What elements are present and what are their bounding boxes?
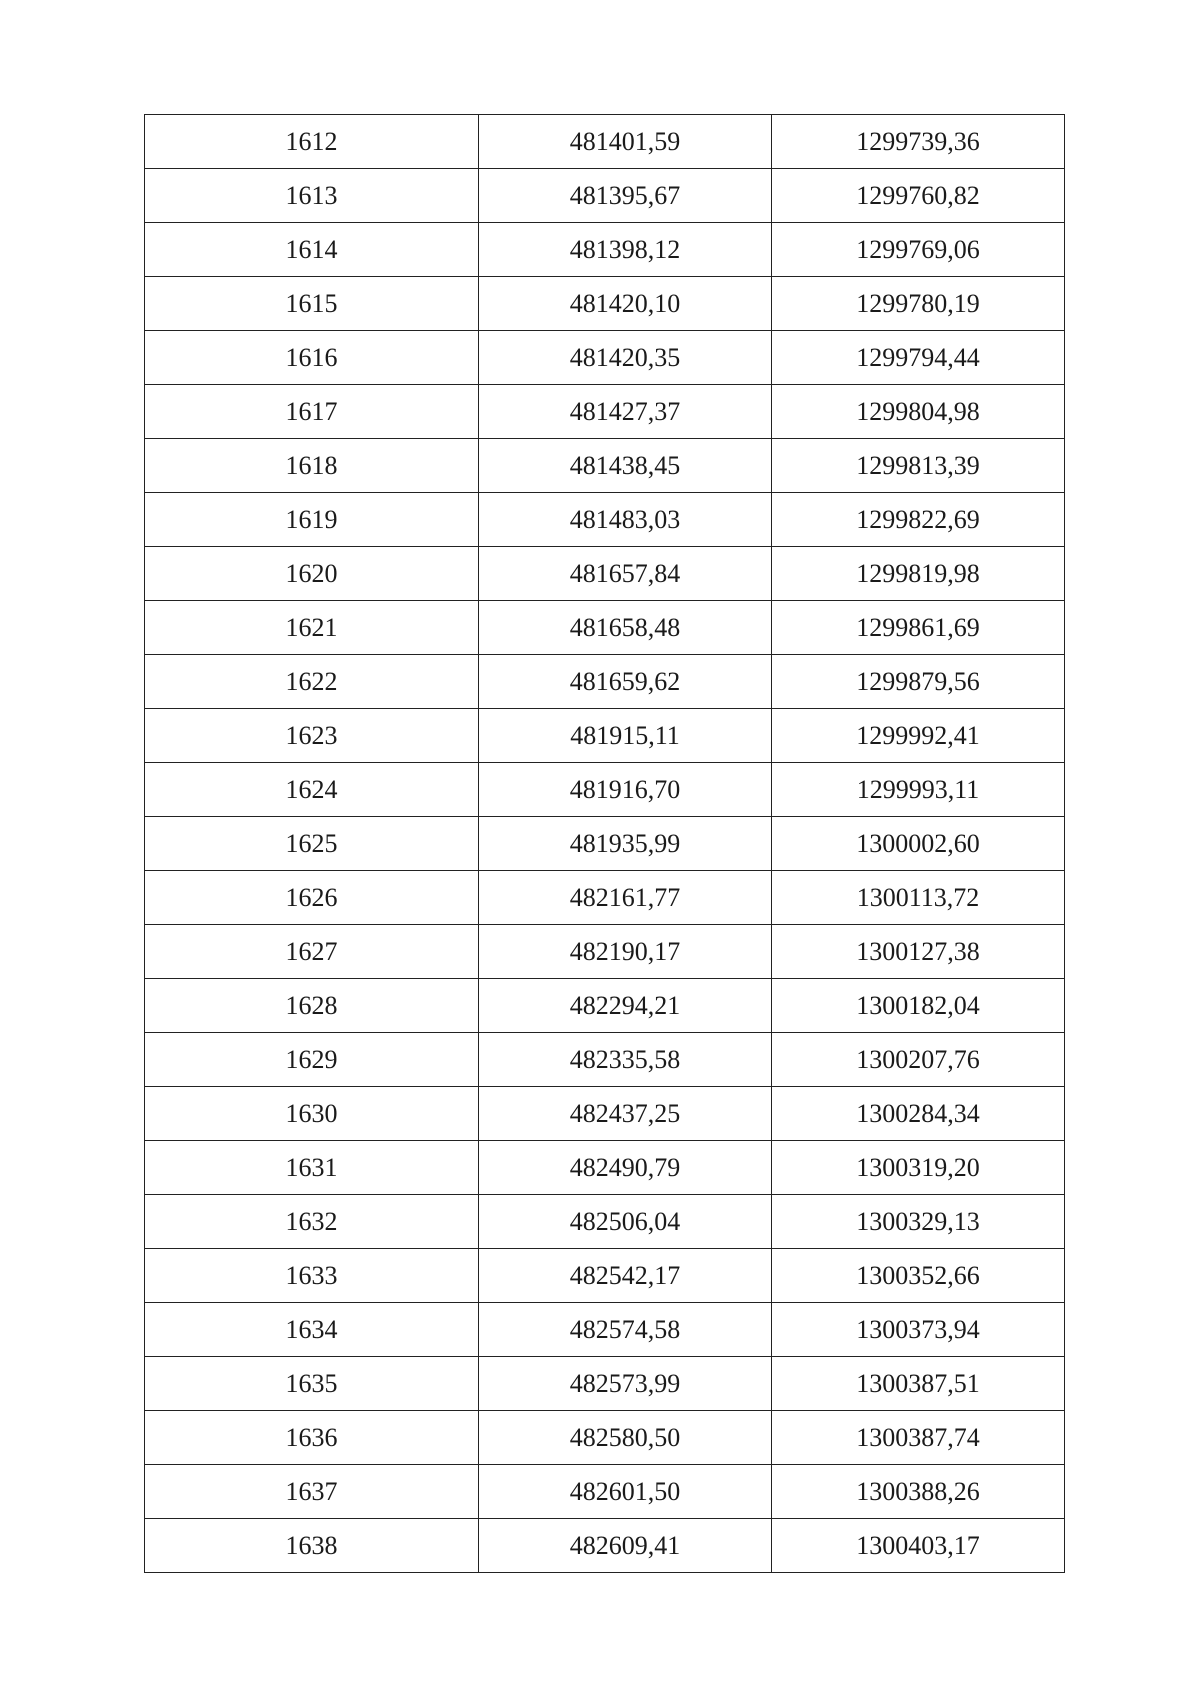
y-coordinate-cell: 1300329,13 (772, 1195, 1065, 1249)
point-number-cell: 1616 (145, 331, 479, 385)
y-coordinate-cell: 1300388,26 (772, 1465, 1065, 1519)
x-coordinate-cell: 482490,79 (479, 1141, 772, 1195)
y-coordinate-cell: 1299992,41 (772, 709, 1065, 763)
table-row (145, 601, 1065, 655)
y-coordinate-cell: 1300373,94 (772, 1303, 1065, 1357)
point-number-cell: 1629 (145, 1033, 479, 1087)
y-coordinate-cell: 1299819,98 (772, 547, 1065, 601)
y-coordinate-cell: 1299794,44 (772, 331, 1065, 385)
point-number-cell: 1620 (145, 547, 479, 601)
table-row (145, 493, 1065, 547)
point-number-cell: 1638 (145, 1519, 479, 1573)
table-row (145, 709, 1065, 763)
y-coordinate-cell: 1299780,19 (772, 277, 1065, 331)
y-coordinate-cell: 1299822,69 (772, 493, 1065, 547)
table-row (145, 817, 1065, 871)
x-coordinate-cell: 481659,62 (479, 655, 772, 709)
x-coordinate-cell: 481915,11 (479, 709, 772, 763)
x-coordinate-cell: 481916,70 (479, 763, 772, 817)
point-number-cell: 1635 (145, 1357, 479, 1411)
x-coordinate-cell: 482335,58 (479, 1033, 772, 1087)
point-number-cell: 1613 (145, 169, 479, 223)
x-coordinate-cell: 482542,17 (479, 1249, 772, 1303)
y-coordinate-cell: 1300387,74 (772, 1411, 1065, 1465)
point-number-cell: 1631 (145, 1141, 479, 1195)
x-coordinate-cell: 482580,50 (479, 1411, 772, 1465)
point-number-cell: 1627 (145, 925, 479, 979)
x-coordinate-cell: 481935,99 (479, 817, 772, 871)
y-coordinate-cell: 1300352,66 (772, 1249, 1065, 1303)
x-coordinate-cell: 482161,77 (479, 871, 772, 925)
point-number-cell: 1623 (145, 709, 479, 763)
table-row (145, 1357, 1065, 1411)
table-row (145, 1033, 1065, 1087)
point-number-cell: 1622 (145, 655, 479, 709)
table-row (145, 1141, 1065, 1195)
point-number-cell: 1612 (145, 115, 479, 169)
point-number-cell: 1637 (145, 1465, 479, 1519)
y-coordinate-cell: 1300284,34 (772, 1087, 1065, 1141)
point-number-cell: 1617 (145, 385, 479, 439)
y-coordinate-cell: 1300182,04 (772, 979, 1065, 1033)
point-number-cell: 1625 (145, 817, 479, 871)
x-coordinate-cell: 482601,50 (479, 1465, 772, 1519)
y-coordinate-cell: 1299739,36 (772, 115, 1065, 169)
table-row (145, 925, 1065, 979)
y-coordinate-cell: 1300127,38 (772, 925, 1065, 979)
y-coordinate-cell: 1299861,69 (772, 601, 1065, 655)
coordinates-table (144, 114, 1065, 1573)
y-coordinate-cell: 1300002,60 (772, 817, 1065, 871)
table-row (145, 277, 1065, 331)
y-coordinate-cell: 1299993,11 (772, 763, 1065, 817)
point-number-cell: 1628 (145, 979, 479, 1033)
y-coordinate-cell: 1300207,76 (772, 1033, 1065, 1087)
x-coordinate-cell: 481438,45 (479, 439, 772, 493)
table-row (145, 385, 1065, 439)
table-row (145, 331, 1065, 385)
x-coordinate-cell: 481401,59 (479, 115, 772, 169)
table-row (145, 115, 1065, 169)
x-coordinate-cell: 481427,37 (479, 385, 772, 439)
table-row (145, 1465, 1065, 1519)
point-number-cell: 1624 (145, 763, 479, 817)
x-coordinate-cell: 482609,41 (479, 1519, 772, 1573)
x-coordinate-cell: 482506,04 (479, 1195, 772, 1249)
y-coordinate-cell: 1299879,56 (772, 655, 1065, 709)
y-coordinate-cell: 1299804,98 (772, 385, 1065, 439)
table-row (145, 1411, 1065, 1465)
point-number-cell: 1619 (145, 493, 479, 547)
table-row (145, 1519, 1065, 1573)
point-number-cell: 1626 (145, 871, 479, 925)
point-number-cell: 1634 (145, 1303, 479, 1357)
x-coordinate-cell: 481657,84 (479, 547, 772, 601)
x-coordinate-cell: 482437,25 (479, 1087, 772, 1141)
y-coordinate-cell: 1299769,06 (772, 223, 1065, 277)
point-number-cell: 1630 (145, 1087, 479, 1141)
point-number-cell: 1615 (145, 277, 479, 331)
x-coordinate-cell: 482190,17 (479, 925, 772, 979)
point-number-cell: 1618 (145, 439, 479, 493)
y-coordinate-cell: 1300403,17 (772, 1519, 1065, 1573)
y-coordinate-cell: 1300387,51 (772, 1357, 1065, 1411)
coordinates-table-body (145, 115, 1065, 1573)
x-coordinate-cell: 482573,99 (479, 1357, 772, 1411)
table-row (145, 223, 1065, 277)
table-row (145, 1195, 1065, 1249)
x-coordinate-cell: 481483,03 (479, 493, 772, 547)
point-number-cell: 1632 (145, 1195, 479, 1249)
y-coordinate-cell: 1300319,20 (772, 1141, 1065, 1195)
table-row (145, 169, 1065, 223)
point-number-cell: 1633 (145, 1249, 479, 1303)
table-row (145, 1303, 1065, 1357)
table-row (145, 979, 1065, 1033)
y-coordinate-cell: 1299813,39 (772, 439, 1065, 493)
x-coordinate-cell: 481395,67 (479, 169, 772, 223)
table-row (145, 1087, 1065, 1141)
x-coordinate-cell: 481658,48 (479, 601, 772, 655)
y-coordinate-cell: 1300113,72 (772, 871, 1065, 925)
table-row (145, 1249, 1065, 1303)
table-row (145, 871, 1065, 925)
x-coordinate-cell: 481398,12 (479, 223, 772, 277)
table-row (145, 763, 1065, 817)
point-number-cell: 1621 (145, 601, 479, 655)
table-row (145, 439, 1065, 493)
table-row (145, 547, 1065, 601)
y-coordinate-cell: 1299760,82 (772, 169, 1065, 223)
x-coordinate-cell: 481420,35 (479, 331, 772, 385)
x-coordinate-cell: 481420,10 (479, 277, 772, 331)
x-coordinate-cell: 482574,58 (479, 1303, 772, 1357)
x-coordinate-cell: 482294,21 (479, 979, 772, 1033)
table-row (145, 655, 1065, 709)
point-number-cell: 1614 (145, 223, 479, 277)
point-number-cell: 1636 (145, 1411, 479, 1465)
